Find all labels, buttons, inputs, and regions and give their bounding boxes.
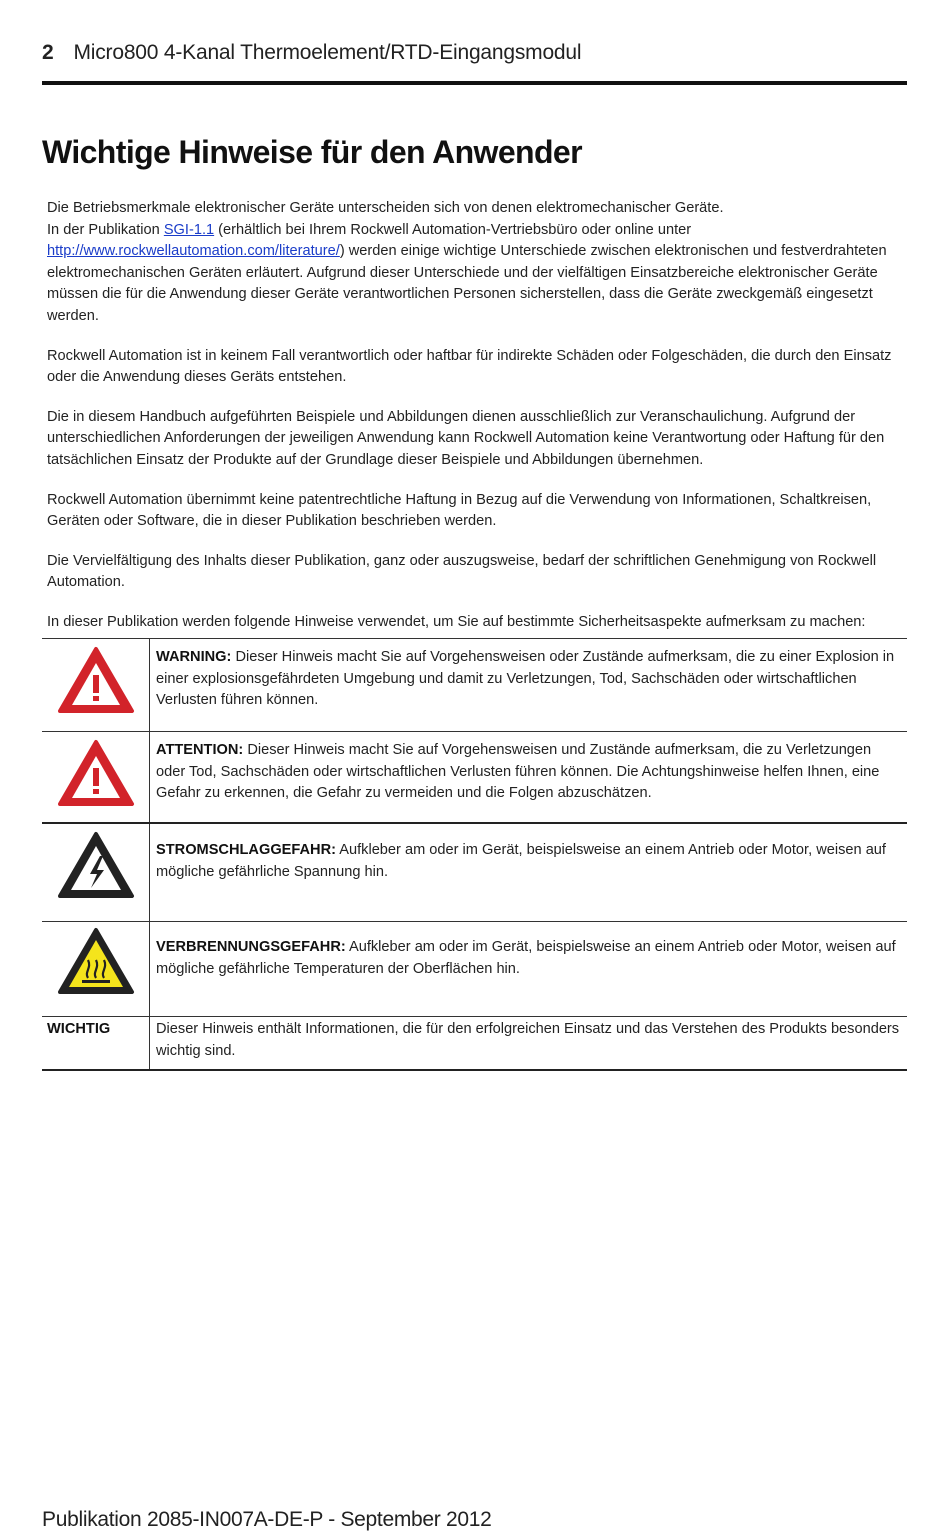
notice-row [42,922,907,1017]
warning-triangle-icon [56,645,136,715]
header-divider [42,81,907,85]
page-footer: Publikation 2085-IN007A-DE-P - September 2012 [42,1508,492,1531]
attention-triangle-icon [56,738,136,808]
link-literature[interactable]: http://www.rockwellautomation.com/literature/ [47,243,340,260]
body-text [47,198,909,652]
intro-text: (erhältlich bei Ihrem Rockwell Automation-Vertriebsbüro oder online unter [214,221,692,238]
notice-label: WARNING: [156,649,232,665]
notice-label: ATTENTION: [156,742,244,758]
notice-row [42,1017,907,1071]
paragraph-intro [47,198,909,328]
notice-text: Aufkleber am oder im Gerät, beispielsweise an einem Antrieb oder Motor, weisen auf mögliche gefährliche Spannung hin. [156,842,886,880]
paragraph-examples: Die in diesem Handbuch aufgeführten Beispiele und Abbildungen dienen ausschließlich zur Veranschaulichung. Aufgrund der unterschiedlichen Anforderungen der jeweiligen Anwendung kann Rockwell Automation keine Verantwortung oder Haftung für den tatsächlichen Einsatz der Produkte auf der Grundlage dieser Beispiele und Abbildungen übernehmen. [47,408,885,468]
intro-text: Die Betriebsmerkmale elektronischer Geräte unterscheiden sich von denen elektromechanischer Geräte. [47,200,724,216]
notice-text: Dieser Hinweis macht Sie auf Vorgehensweisen oder Zustände aufmerksam, die zu einer Explosion in einer explosionsgefährdeten Umgebung und damit zu Verletzungen, Tod, Sachschäden oder wirtschaftlichen Verlusten führen können. [156,649,895,709]
paragraph-notice-intro: In dieser Publikation werden folgende Hinweise verwendet, um Sie auf bestimmte Sicherheitsaspekte aufmerksam zu machen: [47,613,866,630]
notice-label: STROMSCHLAGGEFAHR: [156,842,336,858]
page-title: Wichtige Hinweise für den Anwender [42,134,582,170]
page-number: 2 [42,41,54,64]
intro-text: In der Publikation [47,221,164,238]
notice-text: Aufkleber am oder im Gerät, beispielsweise an einem Antrieb oder Motor, weisen auf mögliche gefährliche Temperaturen der Oberflächen hin. [156,939,896,977]
paragraph-patent: Rockwell Automation übernimmt keine patentrechtliche Haftung in Bezug auf die Verwendung von Informationen, Schaltkreisen, Geräten oder Software, die in dieser Publikation beschrieben werden. [47,491,872,530]
paragraph-reproduction: Die Vervielfältigung des Inhalts dieser Publikation, ganz oder auszugsweise, bedarf der schriftlichen Genehmigung von Rockwell Automation. [47,552,877,591]
burn-hazard-icon [56,926,136,996]
notice-label: WICHTIG [42,1017,150,1071]
header-title: Micro800 4-Kanal Thermoelement/RTD-Eingangsmodul [73,41,582,64]
paragraph-liability: Rockwell Automation ist in keinem Fall verantwortlich oder haftbar für indirekte Schäden oder Folgeschäden, die durch den Einsatz oder die Anwendung dieses Geräts entstehen. [47,347,892,386]
notice-row [42,639,907,732]
notices-table [42,638,907,1071]
shock-hazard-icon [56,830,136,900]
notice-row [42,732,907,824]
notice-row [42,823,907,922]
notice-label: VERBRENNUNGSGEFAHR: [156,939,346,955]
intro-text: ) werden einige wichtige Unterschiede zwischen elektronischen und festverdrahteten elektromechanischen Geräten erläutert. Aufgrund dieser Unterschiede und der vielfältigen Einsatzbereiche elektronischer Geräte müssen die für die Anwendung dieser Geräte verantwortlichen Personen sicherstellen, dass die Geräte zweckgemäß eingesetzt werden. [47,243,887,324]
notice-text: Dieser Hinweis enthält Informationen, die für den erfolgreichen Einsatz und das Verstehen des Produkts besonders wichtig sind. [150,1017,908,1071]
page-header [42,41,581,65]
link-sgi[interactable]: SGI-1.1 [163,221,215,238]
notice-text: Dieser Hinweis macht Sie auf Vorgehensweisen und Zustände aufmerksam, die zu Verletzungen oder Tod, Sachschäden oder wirtschaftlichen Verlusten führen können. Die Achtungshinweise helfen Ihnen, eine Gefahr zu erkennen, die Gefahr zu vermeiden und die Folgen abzuschätzen. [156,742,880,802]
